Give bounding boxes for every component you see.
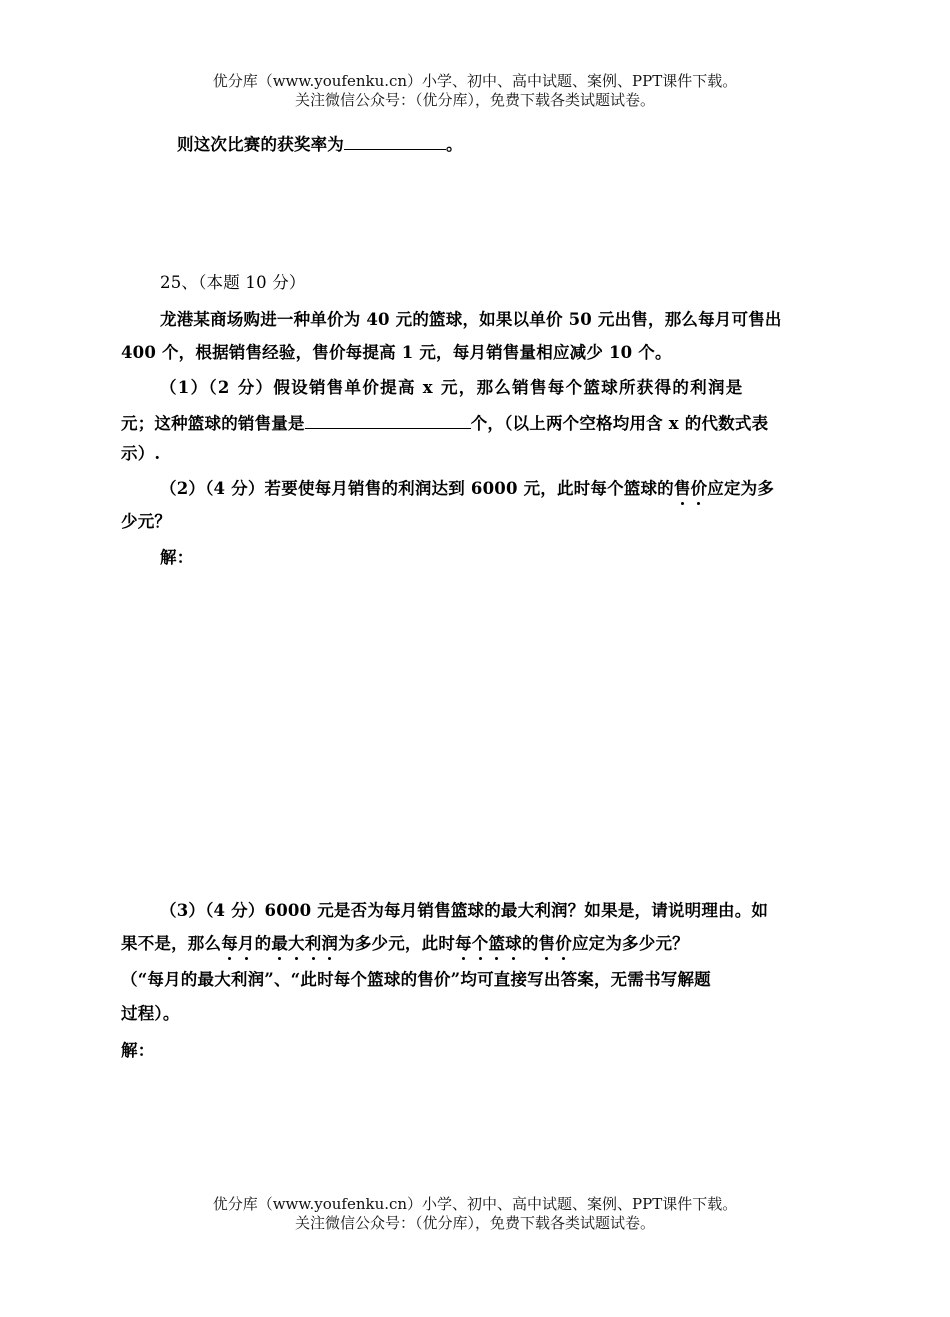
part1-line-3: 示）. — [121, 444, 161, 463]
question-title: 25、（本题 10 分） — [160, 273, 306, 292]
part3-line-1: （3）（4 分）6000 元是否为每月销售篮球的最大利润？如果是，请说明理由。如 — [160, 901, 769, 920]
part1-line-1: （1）（2 分）假设销售单价提高 x 元，那么销售每个篮球所获得的利润是 — [160, 378, 744, 397]
emphasis-char: 价 — [555, 934, 572, 953]
part3-text-e: 应定为多少元？ — [571, 934, 689, 953]
emphasis-char: 大 — [288, 934, 305, 953]
part2-text-a: （2）（4 分）若要使每月销售的利润达到 6000 元，此时每个篮球的 — [160, 479, 674, 498]
footer-line-2: 关注微信公众号：（优分库），免费下载各类试题试卷。 — [294, 1214, 655, 1232]
part2-text-b: 应定为多 — [707, 479, 775, 498]
solve-label-2: 解： — [121, 1041, 155, 1060]
emphasis-char: 最 — [271, 934, 289, 953]
emphasis-char: 球 — [505, 934, 522, 953]
emphasis-char: 售 — [538, 934, 556, 953]
part3-text-a: 果不是，那么 — [121, 934, 222, 953]
part2-line-1 — [160, 478, 774, 500]
part1-text-a: 元；这种篮球的销售量是 — [121, 414, 305, 433]
part2-line-2: 少元？ — [121, 512, 172, 531]
emphasis-char: 价 — [690, 479, 708, 498]
header-line-1: 优分库（www.youfenku.cn）小学、初中、高中试题、案例、PPT课件下载。 — [212, 72, 738, 90]
emphasis-char: 个 — [471, 934, 489, 953]
emphasis-char: 月 — [237, 934, 255, 953]
part1-line-2 — [121, 410, 768, 435]
part3-line-2 — [121, 933, 689, 955]
emphasis-char: 篮 — [488, 934, 506, 953]
sales-volume-blank[interactable] — [305, 410, 471, 429]
intro-line-1: 龙港某商场购进一种单价为 40 元的篮球，如果以单价 50 元出售，那么每月可售出 — [160, 310, 782, 329]
part1-text-b: 个，（以上两个空格均用含 x 的代数式表 — [470, 414, 769, 433]
emphasis-char: 售 — [673, 479, 691, 498]
part3-text-c: 为多少元，此时 — [338, 934, 456, 953]
part3-line-3: （“每月的最大利润”、“此时每个篮球的售价”均可直接写出答案，无需书写解题 — [121, 970, 711, 989]
emphasis-char: 每 — [221, 934, 238, 953]
emphasis-char: 利 — [304, 934, 322, 953]
emphasis-char: 润 — [321, 934, 339, 953]
part3-text-b: 的 — [254, 934, 272, 953]
emphasis-char: 每 — [455, 934, 472, 953]
prev-question-end: 。 — [446, 135, 463, 154]
part3-text-d: 的 — [521, 934, 539, 953]
intro-line-2: 400 个，根据销售经验，售价每提高 1 元，每月销售量相应减少 10 个。 — [121, 343, 672, 362]
footer-line-1: 优分库（www.youfenku.cn）小学、初中、高中试题、案例、PPT课件下载。 — [212, 1195, 738, 1213]
prev-question-text: 则这次比赛的获奖率为 — [177, 135, 344, 154]
part3-line-4: 过程）。 — [121, 1004, 180, 1023]
answer-blank[interactable] — [344, 131, 446, 150]
prev-question-line — [177, 131, 463, 156]
header-line-2: 关注微信公众号：（优分库），免费下载各类试题试卷。 — [294, 91, 655, 109]
solve-label-1: 解： — [160, 548, 194, 567]
